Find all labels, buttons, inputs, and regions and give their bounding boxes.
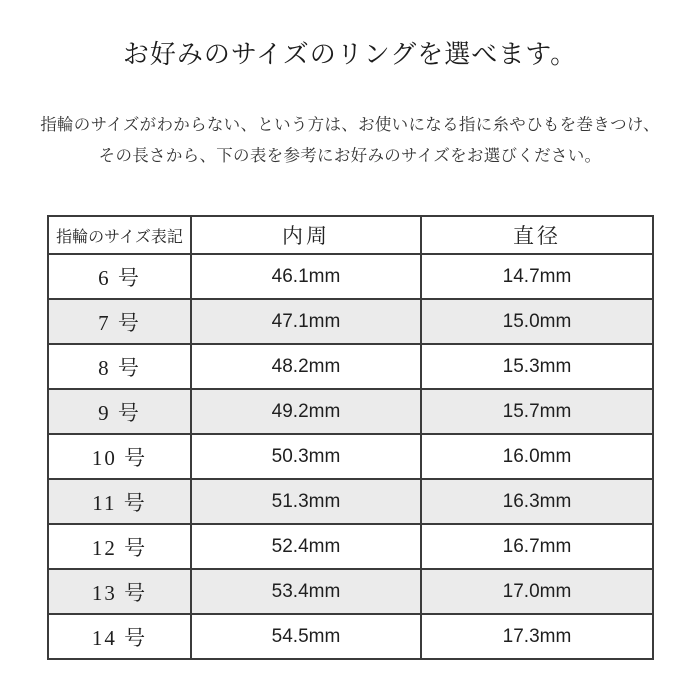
page-title: お好みのサイズのリングを選べます。 (122, 40, 578, 69)
size-cell: 11 号 (48, 479, 191, 524)
diameter-cell: 16.0mm (421, 434, 653, 479)
inner-circumference-cell: 54.5mm (191, 614, 421, 659)
diameter-cell: 14.7mm (421, 254, 653, 299)
diameter-cell: 15.0mm (421, 299, 653, 344)
ring-size-table (47, 215, 654, 660)
size-cell: 13 号 (48, 569, 191, 614)
size-cell: 12 号 (48, 524, 191, 569)
inner-circumference-cell: 46.1mm (191, 254, 421, 299)
description-line-1: 指輪のサイズがわからない、という方は、お使いになる指に糸やひもを巻きつけ、 (40, 116, 660, 134)
size-cell: 9 号 (48, 389, 191, 434)
table-row (48, 389, 653, 434)
header-inner-circumference: 内周 (191, 216, 421, 254)
size-cell: 8 号 (48, 344, 191, 389)
diameter-cell: 17.0mm (421, 569, 653, 614)
inner-circumference-cell: 48.2mm (191, 344, 421, 389)
diameter-cell: 15.3mm (421, 344, 653, 389)
diameter-cell: 17.3mm (421, 614, 653, 659)
description-line-2: その長さから、下の表を参考にお好みのサイズをお選びください。 (98, 147, 602, 165)
table-row (48, 569, 653, 614)
inner-circumference-cell: 51.3mm (191, 479, 421, 524)
diameter-cell: 16.7mm (421, 524, 653, 569)
size-cell: 14 号 (48, 614, 191, 659)
inner-circumference-cell: 52.4mm (191, 524, 421, 569)
table-row (48, 434, 653, 479)
table-row (48, 299, 653, 344)
header-diameter: 直径 (421, 216, 653, 254)
size-cell: 7 号 (48, 299, 191, 344)
description (0, 110, 700, 172)
inner-circumference-cell: 49.2mm (191, 389, 421, 434)
table-row (48, 524, 653, 569)
diameter-cell: 16.3mm (421, 479, 653, 524)
size-cell: 10 号 (48, 434, 191, 479)
table-header-row (48, 216, 653, 254)
inner-circumference-cell: 50.3mm (191, 434, 421, 479)
table-row (48, 344, 653, 389)
table-row (48, 479, 653, 524)
header-size-notation: 指輪のサイズ表記 (48, 216, 191, 254)
diameter-cell: 15.7mm (421, 389, 653, 434)
inner-circumference-cell: 47.1mm (191, 299, 421, 344)
inner-circumference-cell: 53.4mm (191, 569, 421, 614)
table-row (48, 614, 653, 659)
size-cell: 6 号 (48, 254, 191, 299)
table-row (48, 254, 653, 299)
